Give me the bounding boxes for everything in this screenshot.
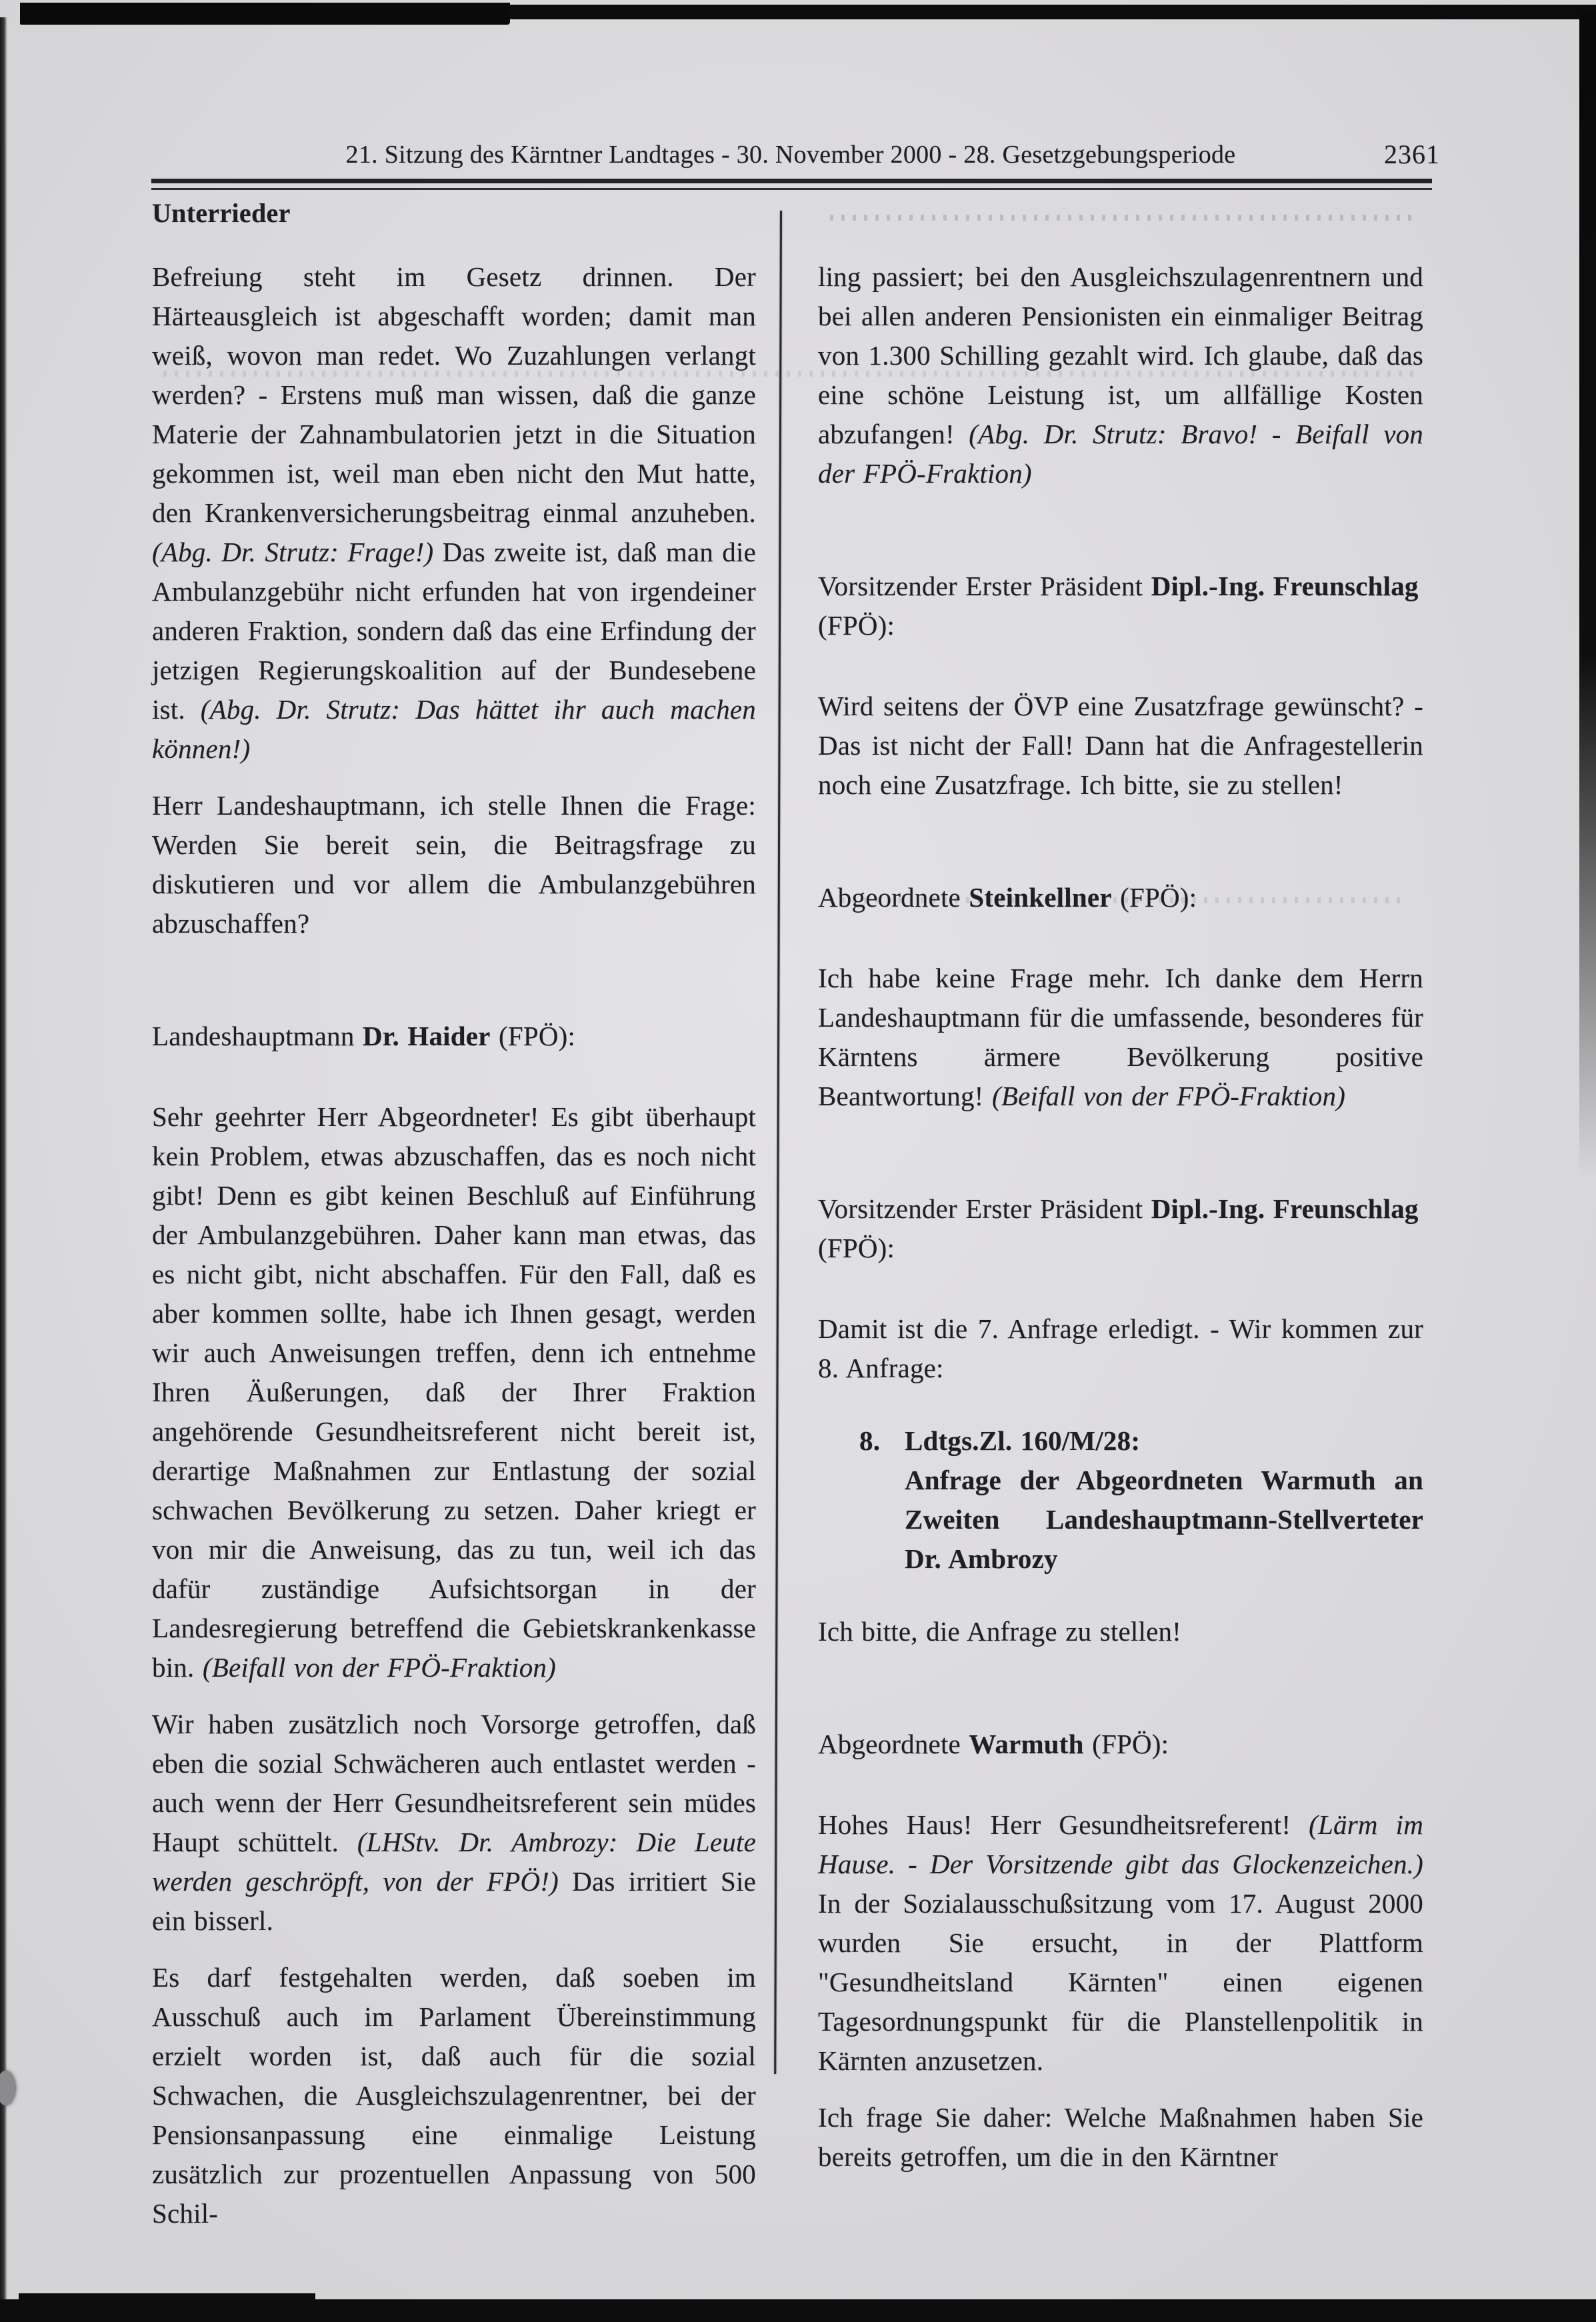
interjection-text: (Lärm im Hause. - Der Vorsitzende gibt das Glockenzeichen.) xyxy=(818,1809,1423,1879)
text-segment: Vorsitzender Erster Präsident xyxy=(818,571,1151,601)
paragraph xyxy=(152,1705,756,1941)
text-segment: Warmuth xyxy=(969,1729,1084,1759)
scan-artifact-top-bar-thick xyxy=(20,3,510,25)
header-double-rule xyxy=(151,179,1432,190)
text-segment: Herr Landeshauptmann, ich stelle Ihnen die Frage: Werden Sie bereit sein, die Beitragsfrage zu diskutieren und vor allem die Ambulanzgebühren abzuschaffen? xyxy=(152,790,756,939)
paragraph xyxy=(818,1805,1423,2081)
scan-artifact-bottom-bar xyxy=(0,2299,1596,2322)
scan-artifact-left-blob xyxy=(0,2071,16,2105)
text-segment: (FPÖ): xyxy=(818,1233,895,1263)
paragraph xyxy=(152,1958,756,2233)
column-divider-rule xyxy=(774,211,782,2074)
text-segment: Das zweite ist, daß man die Ambulanzgebühr nicht erfunden hat von irgendeiner anderen Fraktion, sondern daß das eine Erfindung der jetzigen Regierungskoalition auf der Bundesebene ist. xyxy=(152,537,756,725)
text-segment: (FPÖ): xyxy=(818,610,895,641)
speaker-heading xyxy=(152,1017,756,1056)
text-segment: Ich frage Sie daher: Welche Maßnahmen haben Sie bereits getroffen, um die in den Kärntner xyxy=(818,2102,1423,2172)
paragraph xyxy=(152,786,756,943)
speaker-heading xyxy=(818,567,1423,645)
paragraph xyxy=(818,257,1423,493)
page-number: 2361 xyxy=(1384,139,1440,169)
scan-artifact-bottom-step xyxy=(19,2293,315,2301)
interjection-text: (Abg. Dr. Strutz: Frage!) xyxy=(152,537,434,567)
text-segment: Befreiung steht im Gesetz drinnen. Der Härteausgleich ist abgeschafft worden; damit man weiß, wovon man redet. Wo Zuzahlungen verlangt werden? - Erstens muß man wissen, daß die ganze Materie der Zahnambulatorien jetzt in die Situation gekommen ist, weil man eben nicht den Mut hatte, den Krankenversicherungsbeitrag einmal anzuheben. xyxy=(152,261,756,528)
text-segment: Wird seitens der ÖVP eine Zusatzfrage gewünscht? - Das ist nicht der Fall! Dann hat die Anfragestellerin noch eine Zusatzfrage. Ich bitte, sie zu stellen! xyxy=(818,691,1423,800)
scan-noise-band xyxy=(830,215,1417,221)
text-segment: Abgeordnete xyxy=(818,882,969,913)
text-segment: Es darf festgehalten werden, daß soeben im Ausschuß auch im Parlament Übereinstimmung erzielt worden ist, daß auch für die sozial Schwachen, die Ausgleichszulagenrentner, bei der Pensionsanpassung eine einmalige Leistung zusätzlich zur prozentuellen Anpassung von 500 Schil- xyxy=(152,1962,756,2229)
agenda-item-number: 8. xyxy=(859,1425,881,1456)
text-segment: Dr. Haider xyxy=(363,1021,491,1051)
text-segment: Hohes Haus! Herr Gesundheitsreferent! xyxy=(818,1809,1309,1840)
paragraph xyxy=(818,1612,1423,1651)
interjection-text: (Abg. Dr. Strutz: Das hättet ihr auch machen können!) xyxy=(152,694,756,764)
text-segment: Abgeordnete xyxy=(818,1729,969,1759)
interjection-text: (Beifall von der FPÖ-Fraktion) xyxy=(202,1652,556,1683)
speaker-heading xyxy=(818,1725,1423,1764)
text-segment: (FPÖ): xyxy=(490,1021,576,1051)
agenda-item-title: Anfrage der Abgeordneten Warmuth an Zweiten Landeshauptmann-Stellverteter Dr. Ambrozy xyxy=(905,1465,1423,1574)
text-segment: Ich habe keine Frage mehr. Ich danke dem Herrn Landeshauptmann für die umfassende, besonderes für Kärntens ärmere Bevölkerung positive Beantwortung! xyxy=(818,963,1423,1111)
text-segment: Wir haben zusätzlich noch Vorsorge getroffen, daß eben die sozial Schwächeren auch entlastet werden - auch wenn der Herr Gesundheitsreferent sein müdes Haupt schüttelt. xyxy=(152,1709,756,1857)
text-segment: Dipl.-Ing. Freunschlag xyxy=(1151,1193,1419,1224)
agenda-item-heading xyxy=(818,1421,1423,1579)
paragraph xyxy=(818,2098,1423,2177)
continuation-speaker-name: Unterrieder xyxy=(152,198,291,228)
column-right xyxy=(818,257,1423,2177)
paragraph xyxy=(818,959,1423,1116)
text-segment: Steinkellner xyxy=(969,882,1112,913)
text-segment: ling passiert; bei den Ausgleichszulagenrentnern und bei allen anderen Pensionisten ein einmaliger Beitrag von 1.300 Schilling gezahlt wird. Ich glaube, daß das eine schöne Leistung ist, um allfällige Kosten abzufangen! xyxy=(818,261,1423,449)
text-segment: Damit ist die 7. Anfrage erledigt. - Wir kommen zur 8. Anfrage: xyxy=(818,1313,1423,1383)
text-segment: (FPÖ): xyxy=(1111,882,1197,913)
interjection-text: (Abg. Dr. Strutz: Bravo! - Beifall von der FPÖ-Fraktion) xyxy=(818,419,1423,489)
page-header-session-line: 21. Sitzung des Kärntner Landtages - 30. November 2000 - 28. Gesetzgebungsperiode xyxy=(345,141,1236,169)
paragraph xyxy=(818,1309,1423,1388)
text-segment: Das irritiert Sie ein bisserl. xyxy=(152,1866,756,1936)
text-segment: Ich bitte, die Anfrage zu stellen! xyxy=(818,1616,1182,1647)
text-segment: (FPÖ): xyxy=(1083,1729,1169,1759)
interjection-text: (LHStv. Dr. Ambrozy: Die Leute werden geschröpft, von der FPÖ!) xyxy=(152,1827,757,1897)
column-left xyxy=(152,257,756,2233)
text-segment: Vorsitzender Erster Präsident xyxy=(818,1193,1151,1224)
paragraph xyxy=(152,1097,756,1687)
scan-artifact-left-edge xyxy=(0,17,7,2300)
speaker-heading xyxy=(818,878,1423,917)
text-segment: Dipl.-Ing. Freunschlag xyxy=(1151,571,1419,601)
text-segment: Landeshauptmann xyxy=(152,1021,363,1051)
paragraph xyxy=(152,257,756,769)
agenda-item-reference: Ldtgs.Zl. 160/M/28: xyxy=(905,1425,1141,1456)
speaker-heading xyxy=(818,1189,1423,1268)
text-segment: In der Sozialausschußsitzung vom 17. August 2000 wurden Sie ersucht, in der Plattform "Gesundheitsland Kärnten" einen eigenen Tagesordnungspunkt für die Planstellenpolitik in Kärnten anzusetzen. xyxy=(818,1888,1423,2076)
text-segment: Sehr geehrter Herr Abgeordneter! Es gibt überhaupt kein Problem, etwas abzuschaffen, das es noch nicht gibt! Denn es gibt keinen Beschluß auf Einführung der Ambulanzgebühren. Daher kann man etwas, das es nicht gibt, nicht abschaffen. Für den Fall, daß es aber kommen sollte, habe ich Ihnen gesagt, werden wir auch Anweisungen treffen, denn ich entnehme Ihren Äußerungen, daß der Ihrer Fraktion angehörende Gesundheitsreferent nicht bereit ist, derartige Maßnahmen zur Entlastung der sozial schwachen Bevölkerung zu setzen. Daher kriegt er von mir die Anweisung, das zu tun, weil ich das dafür zuständige Aufsichtsorgan in der Landesregierung betreffend die Gebietskrankenkasse bin. xyxy=(152,1101,756,1683)
interjection-text: (Beifall von der FPÖ-Fraktion) xyxy=(992,1081,1346,1111)
scan-artifact-right-edge xyxy=(1579,12,1596,1179)
paragraph xyxy=(818,687,1423,805)
